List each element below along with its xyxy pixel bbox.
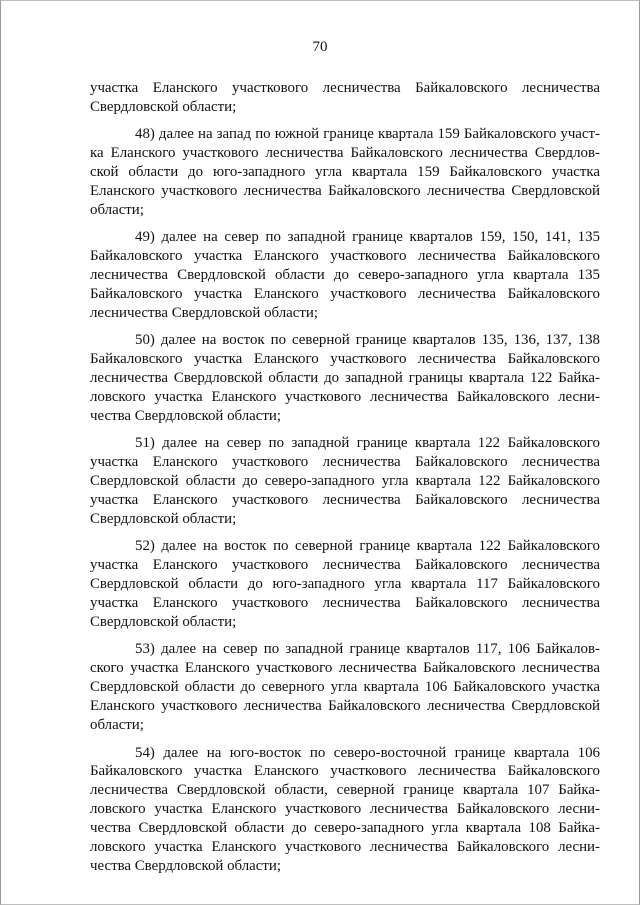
paragraph-item-54: 54) далее на юго-восток по северо-восточной границе квартала 106 Байкаловского участка Еланского участкового лесничества Байкаловского лесничества Свердловской области, северной границе квартала 107 Байкаловского участка Еланского участкового лесничества Байкаловского лесничества Свердловской области до северо-западного угла квартала 108 Байкаловского участка Еланского участкового лесничества Байкаловского лесничества Свердловской области;: [90, 744, 600, 874]
paragraph-item-50: 50) далее на восток по северной границе кварталов 135, 136, 137, 138 Байкаловского участка Еланского участкового лесничества Байкаловского лесничества Свердловской области до западной границы квартала 122 Байкаловского участка Еланского участкового лесничества Байкаловского лесничества Свердловской области;: [90, 332, 600, 424]
paragraph-continuation: участка Еланского участкового лесничества Байкаловского лесничества Свердловской области;: [90, 80, 600, 115]
paragraph-item-48: 48) далее на запад по южной границе квартала 159 Байкаловского участка Еланского участкового лесничества Байкаловского лесничества Свердловской области до юго-западного угла квартала 159 Байкаловского участка Еланского участкового лесничества Байкаловского лесничества Свердловской области;: [90, 126, 600, 218]
paragraph-item-51: 51) далее на север по западной границе квартала 122 Байкаловского участка Еланского участкового лесничества Байкаловского лесничества Свердловской области до северо-западного угла квартала 122 Байкаловского участка Еланского участкового лесничества Байкаловского лесничества Свердловской области;: [90, 435, 600, 528]
paragraph-item-49: 49) далее на север по западной границе кварталов 159, 150, 141, 135 Байкаловского участка Еланского участкового лесничества Байкаловского лесничества Свердловской области до северо-западного угла квартала 135 Байкаловского участка Еланского участкового лесничества Байкаловского лесничества Свердловской области;: [90, 229, 600, 321]
paragraph-item-52: 52) далее на восток по северной границе квартала 122 Байкаловского участка Еланского участкового лесничества Байкаловского лесничества Свердловской области до юго-западного угла квартала 117 Байкаловского участка Еланского участкового лесничества Байкаловского лесничества Свердловской области;: [90, 538, 600, 631]
document-body: [90, 79, 600, 876]
paragraph-item-53: 53) далее на север по западной границе кварталов 117, 106 Байкаловского участка Еланского участкового лесничества Байкаловского лесничества Свердловской области до северного угла квартала 106 Байкаловского участка Еланского участкового лесничества Байкаловского лесничества Свердловской области;: [90, 641, 600, 734]
page-number: 70: [312, 39, 328, 55]
